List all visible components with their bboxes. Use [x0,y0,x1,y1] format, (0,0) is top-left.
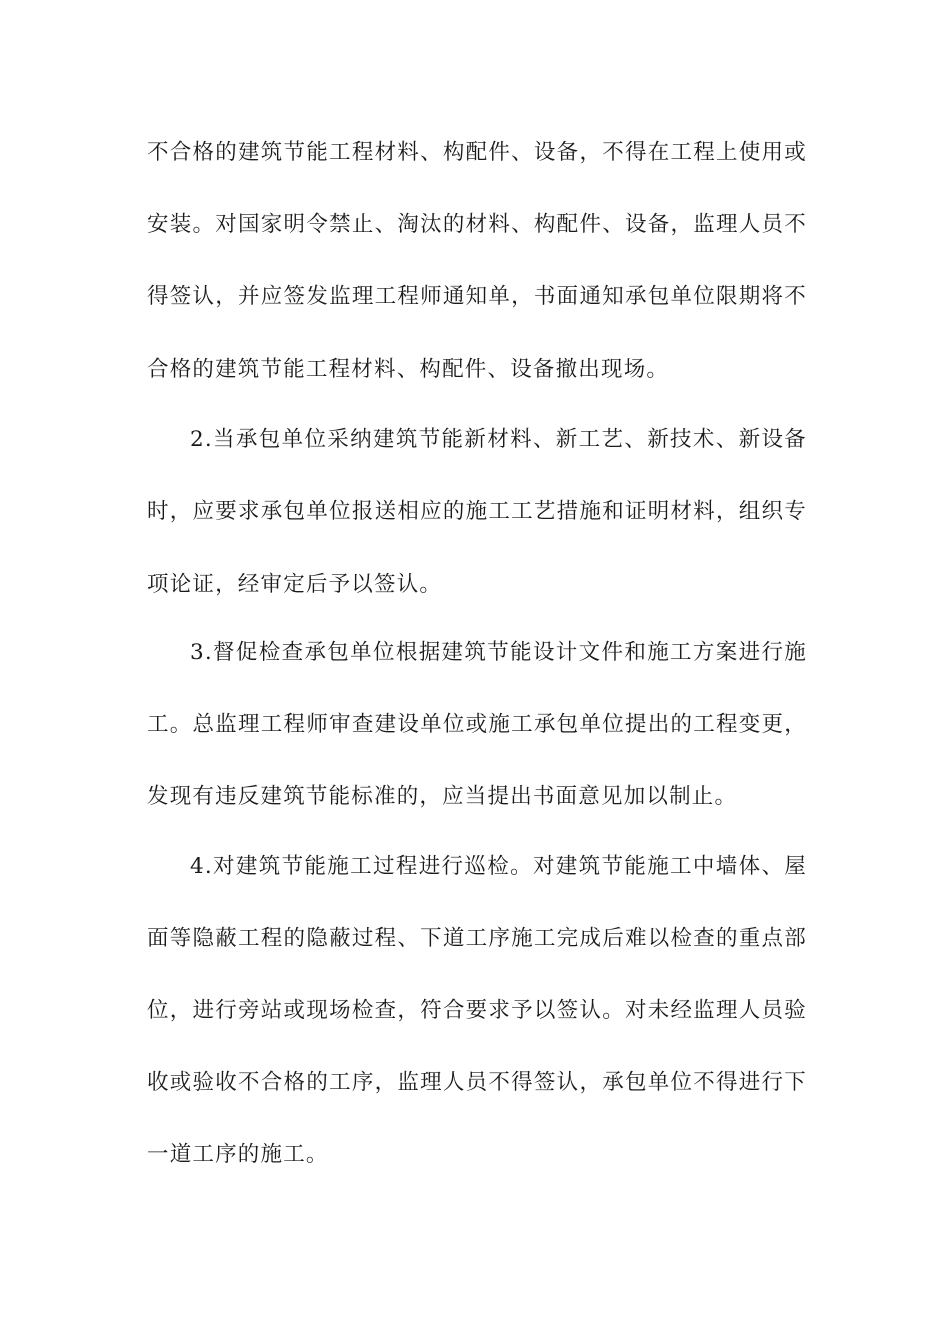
text-line: 时，应要求承包单位报送相应的施工工艺措施和证明材料，组织专 [147,499,807,524]
text-line: 一道工序的施工。 [147,1142,329,1167]
text-line: 2.当承包单位采纳建筑节能新材料、新工艺、新技术、新设备 [190,427,807,452]
text-line: 安装。对国家明令禁止、淘汰的材料、构配件、设备，监理人员不 [147,212,807,237]
text-line: 工。总监理工程师审查建设单位或施工承包单位提出的工程变更， [147,712,807,737]
text-line: 发现有违反建筑节能标准的，应当提出书面意见加以制止。 [147,784,738,809]
text-line: 位，进行旁站或现场检查，符合要求予以签认。对未经监理人员验 [147,998,807,1023]
text-line: 项论证，经审定后予以签认。 [147,572,443,597]
text-line: 合格的建筑节能工程材料、构配件、设备撤出现场。 [147,357,670,382]
text-line: 面等隐蔽工程的隐蔽过程、下道工序施工完成后难以检查的重点部 [147,926,807,951]
text-line: 得签认，并应签发监理工程师通知单，书面通知承包单位限期将不 [147,284,807,309]
text-line: 3.督促检查承包单位根据建筑节能设计文件和施工方案进行施 [190,640,807,665]
text-line: 不合格的建筑节能工程材料、构配件、设备，不得在工程上使用或 [147,140,807,165]
text-line: 收或验收不合格的工序，监理人员不得签认，承包单位不得进行下 [147,1070,807,1095]
text-line: 4.对建筑节能施工过程进行巡检。对建筑节能施工中墙体、屋 [190,854,807,879]
